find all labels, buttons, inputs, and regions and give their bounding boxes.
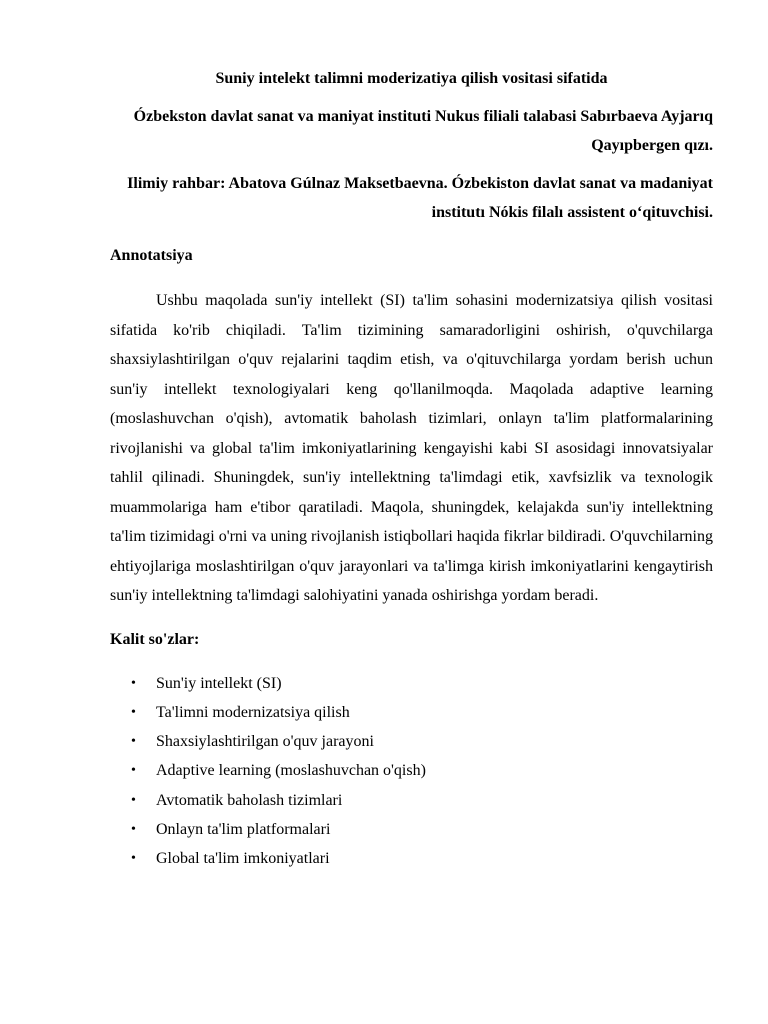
keyword-text: Avtomatik baholash tizimlari bbox=[156, 791, 343, 809]
keyword-text: Global ta'lim imkoniyatlari bbox=[156, 850, 330, 868]
keyword-item bbox=[110, 698, 713, 727]
article-title: Suniy intelekt talimni moderizatiya qilish vositasi sifatida bbox=[215, 70, 608, 87]
keyword-item bbox=[110, 727, 713, 756]
keywords-heading: Kalit so'zlar: bbox=[110, 630, 200, 648]
bullet-icon: • bbox=[131, 851, 136, 867]
bullet-icon: • bbox=[131, 734, 136, 750]
keyword-item bbox=[110, 786, 713, 815]
keyword-item bbox=[110, 844, 713, 873]
bullet-icon: • bbox=[131, 675, 136, 691]
supervisor-line: Ilimiy rahbar: Abatova Gúlnaz Maksetbaevna. Ózbekiston davlat sanat va madaniyat institutı Nókis filalı assistent o‘qituvchisi. bbox=[127, 175, 713, 221]
abstract-heading: Annotatsiya bbox=[110, 247, 193, 264]
keyword-item bbox=[110, 815, 713, 844]
keyword-text: Ta'limni modernizatsiya qilish bbox=[156, 703, 350, 721]
keyword-item bbox=[110, 756, 713, 785]
bullet-icon: • bbox=[131, 763, 136, 779]
keyword-text: Adaptive learning (moslashuvchan o'qish) bbox=[156, 762, 426, 780]
bullet-icon: • bbox=[131, 704, 136, 720]
abstract-paragraph: Ushbu maqolada sun'iy intellekt (SI) ta'lim sohasini modernizatsiya qilish vositasi sifatida ko'rib chiqiladi. Ta'lim tizimining samaradorligini oshirish, o'quvchilarga shaxsiylashtirilgan o'quv rejalarini taqdim etish, va o'qituvchilarga yordam berish uchun sun'iy intellekt texnologiyalari keng qo'llanilmoqda. Maqolada adaptive learning (moslashuvchan o'qish), avtomatik baholash tizimlari, onlayn ta'lim platformalarining rivojlanishi va global ta'lim imkoniyatlarining kengayishi kabi SI asosidagi innovatsiyalar tahlil qilinadi. Shuningdek, sun'iy intellektning ta'limdagi etik, xavfsizlik va texnologik muammolariga ham e'tibor qaratiladi. Maqola, shuningdek, kelajakda sun'iy intellektning ta'lim tizimidagi o'rni va uning rivojlanish istiqbollari haqida fikrlar bildiradi. O'quvchilarning ehtiyojlariga moslashtirilgan o'quv jarayonlari va ta'limga kirish imkoniyatlarini kengaytirish sun'iy intellektning ta'limdagi salohiyatini yanada oshirishga yordam beradi. bbox=[110, 292, 713, 604]
keyword-item bbox=[110, 669, 713, 698]
keyword-text: Sun'iy intellekt (SI) bbox=[156, 674, 282, 692]
document-page bbox=[110, 66, 713, 874]
keywords-list bbox=[110, 669, 713, 874]
bullet-icon: • bbox=[131, 821, 136, 837]
keyword-text: Shaxsiylashtirilgan o'quv jarayoni bbox=[156, 733, 374, 751]
author-line: Ózbekston davlat sanat va maniyat instituti Nukus filiali talabasi Sabırbaeva Ayjarıq Qayıpbergen qızı. bbox=[133, 108, 713, 154]
bullet-icon: • bbox=[131, 792, 136, 808]
keyword-text: Onlayn ta'lim platformalari bbox=[156, 820, 331, 838]
